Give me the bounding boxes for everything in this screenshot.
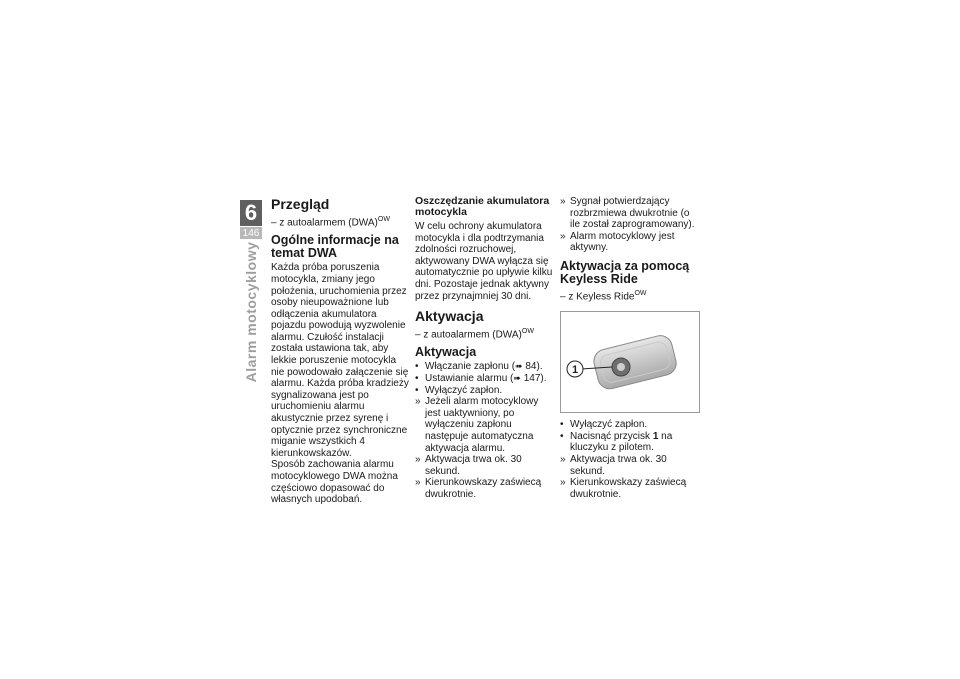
column-1 — [271, 196, 411, 506]
page-ref-link[interactable]: 147 — [523, 373, 541, 385]
paragraph-dwa-custom: Sposób zachowania alarmu motocyklowego DWA można częściowo dopasować do własnych upodobań. — [271, 459, 398, 506]
list-item: • Nacisnąć przycisk 1 na kluczyku z pilotem. — [560, 430, 673, 454]
paragraph-battery: W celu ochrony akumulatora motocykla i dla podtrzymania zdolności rozruchowej, aktywowany DWA wyłącza się automatycznie po upływie kilku dni. Pozostaje jednak aktywny przez przynajmniej 30 dni. — [415, 221, 553, 302]
equipment-note: – z Keyless Ride$^{OW}$ — [560, 289, 647, 303]
keyless-steps — [560, 419, 700, 500]
list-item: » Kierunkowskazy zaświecą dwukrotnie. — [560, 477, 687, 500]
chapter-number: 6 — [240, 200, 262, 226]
callout-number: 1 — [571, 364, 579, 377]
list-item: » Sygnał potwierdzający rozbrzmiewa dwukrotnie (o ile został zaprogramowany). — [560, 196, 695, 231]
section-title-overview: Przegląd — [271, 196, 330, 212]
equipment-note: – z autoalarmem (DWA)$^{OW}$ — [415, 328, 534, 341]
column-2 — [415, 196, 555, 501]
heading-battery: Oszczędzanie akumulatora motocykla — [415, 195, 550, 218]
activation-results — [560, 196, 700, 254]
bmw-logo-icon — [617, 363, 625, 371]
key-fob-illustration — [561, 312, 699, 412]
chapter-title: Alarm motocyklowy — [243, 241, 259, 383]
heading-dwa-info: Ogólne informacje na temat DWA — [271, 233, 399, 261]
list-item: » Aktywacja trwa ok. 30 sekund. — [560, 454, 667, 477]
list-item: » Alarm motocyklowy jest aktywny. — [560, 230, 675, 254]
page-ref-arrow-icon: ➠ — [515, 361, 523, 372]
list-item: » Aktywacja trwa ok. 30 sekund. — [415, 454, 522, 477]
heading-keyless-ride: Aktywacja za pomocą Keyless Ride — [560, 258, 690, 286]
list-item: • Włączanie zapłonu (➠ 84). — [415, 361, 543, 373]
page-ref-arrow-icon: ➠ — [513, 373, 521, 384]
section-title-activation: Aktywacja — [415, 308, 484, 325]
list-item: • Ustawianie alarmu (➠ 147). — [415, 373, 547, 385]
list-item: • Wyłączyć zapłon. — [560, 419, 648, 431]
page-ref-link[interactable]: 84 — [525, 361, 537, 373]
activation-steps — [415, 361, 555, 500]
key-fob-figure — [560, 311, 700, 413]
list-item: • Wyłączyć zapłon. — [415, 384, 503, 396]
column-3 — [560, 196, 700, 500]
key-fob-body — [591, 333, 678, 391]
page-number: 146 — [240, 227, 262, 239]
equipment-note: – z autoalarmem (DWA)$^{OW}$ — [271, 216, 390, 229]
list-item: » Kierunkowskazy zaświecą dwukrotnie. — [415, 477, 542, 501]
heading-activation: Aktywacja — [415, 345, 477, 360]
list-item: » Jeżeli alarm motocyklowy jest uaktywniony, po wyłączeniu zapłonu następuje automatyczna aktywacja alarmu. — [415, 396, 539, 454]
paragraph-dwa-info: Każda próba poruszenia motocykla, zmiany jego położenia, uruchomienia przez osoby nieupoważnione lub odłączenia akumulatora pojazdu powodują wyzwolenie alarmu. Czułość instalacji została ustawiona tak, aby lekkie poruszenie motocykla nie powodowało załączenie się alarmu. Każda próba kradzieży sygnalizowana jest po uruchomieniu alarmu akustycznie przez syrenę i optycznie przez synchroniczne miganie wszystkich 4 kierunkowskazów. — [271, 262, 409, 459]
